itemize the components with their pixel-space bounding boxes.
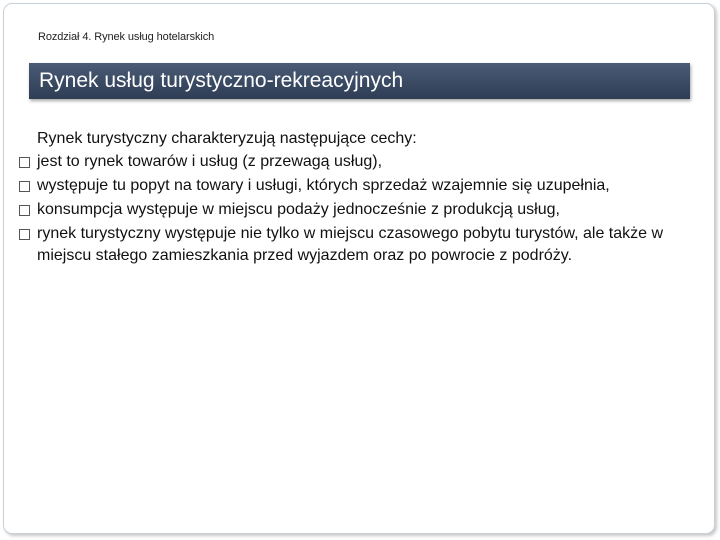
hollow-square-icon (19, 181, 30, 192)
bullet-item-4 (19, 223, 669, 267)
hollow-square-icon (19, 157, 30, 168)
slide-content (19, 128, 669, 269)
bullet-text-2: występuje tu popyt na towary i usługi, których sprzedaż wzajemnie się uzupełnia, (37, 177, 610, 194)
bullet-item-1 (19, 151, 669, 173)
bullet-text-1: jest to rynek towarów i usług (z przewagą usług), (37, 153, 383, 170)
slide-title: Rynek usług turystyczno-rekreacyjnych (39, 69, 404, 92)
bullet-text-4: rynek turystyczny występuje nie tylko w miejscu czasowego pobytu turystów, ale także w miejscu stałego zamieszkania przed wyjazdem oraz po powrocie z podróży. (37, 225, 664, 264)
hollow-square-icon (19, 229, 30, 240)
bullet-text-3: konsumpcja występuje w miejscu podaży jednocześnie z produkcją usług, (37, 201, 560, 218)
chapter-header: Rozdział 4. Rynek usług hotelarskich (38, 31, 215, 43)
bullet-item-2 (19, 175, 669, 197)
intro-text: Rynek turystyczny charakteryzują następujące cechy: (37, 130, 417, 147)
title-bar (29, 63, 690, 99)
bullet-item-3 (19, 199, 669, 221)
hollow-square-icon (19, 205, 30, 216)
